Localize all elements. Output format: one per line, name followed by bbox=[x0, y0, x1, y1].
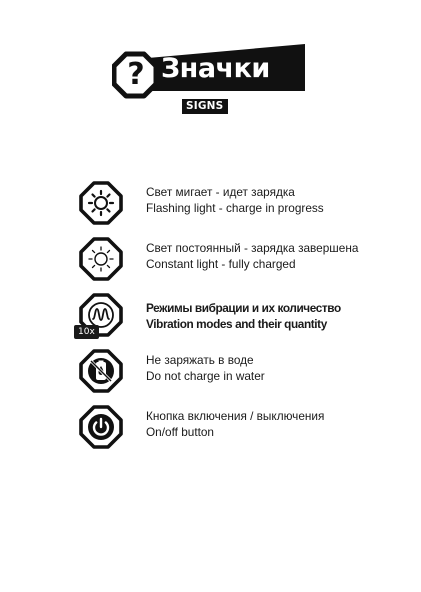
no-water-charging-icon bbox=[78, 348, 124, 394]
item-label-en: Vibration modes and their quantity bbox=[146, 317, 327, 331]
dotted-sun-icon bbox=[78, 236, 124, 282]
page-subtitle: SIGNS bbox=[182, 99, 228, 114]
quantity-badge: 10x bbox=[74, 325, 99, 339]
item-text bbox=[146, 408, 324, 440]
page-title: Значки bbox=[161, 53, 270, 84]
item-label-ru: Кнопка включения / выключения bbox=[146, 409, 325, 423]
item-label-en: Do not charge in water bbox=[146, 369, 265, 383]
list-item bbox=[78, 404, 398, 452]
list-item bbox=[78, 180, 398, 228]
list-item bbox=[78, 236, 398, 284]
sun-icon bbox=[78, 180, 124, 226]
item-text bbox=[146, 184, 324, 216]
item-text bbox=[146, 240, 358, 272]
power-icon bbox=[78, 404, 124, 450]
list-item bbox=[78, 348, 398, 396]
header-banner bbox=[112, 44, 307, 116]
item-label-ru: Свет постоянный - зарядка завершена bbox=[146, 241, 359, 255]
item-label-en: On/off button bbox=[146, 425, 214, 439]
list-item bbox=[78, 292, 398, 340]
question-mark-icon: ? bbox=[127, 57, 145, 92]
item-label-en: Constant light - fully charged bbox=[146, 257, 296, 271]
item-label-ru: Свет мигает - идет зарядка bbox=[146, 185, 295, 199]
item-label-ru: Режимы вибрации и их количество bbox=[146, 301, 341, 315]
item-text bbox=[146, 300, 341, 332]
item-label-ru: Не заряжать в воде bbox=[146, 353, 254, 367]
item-text bbox=[146, 352, 265, 384]
item-label-en: Flashing light - charge in progress bbox=[146, 201, 324, 215]
